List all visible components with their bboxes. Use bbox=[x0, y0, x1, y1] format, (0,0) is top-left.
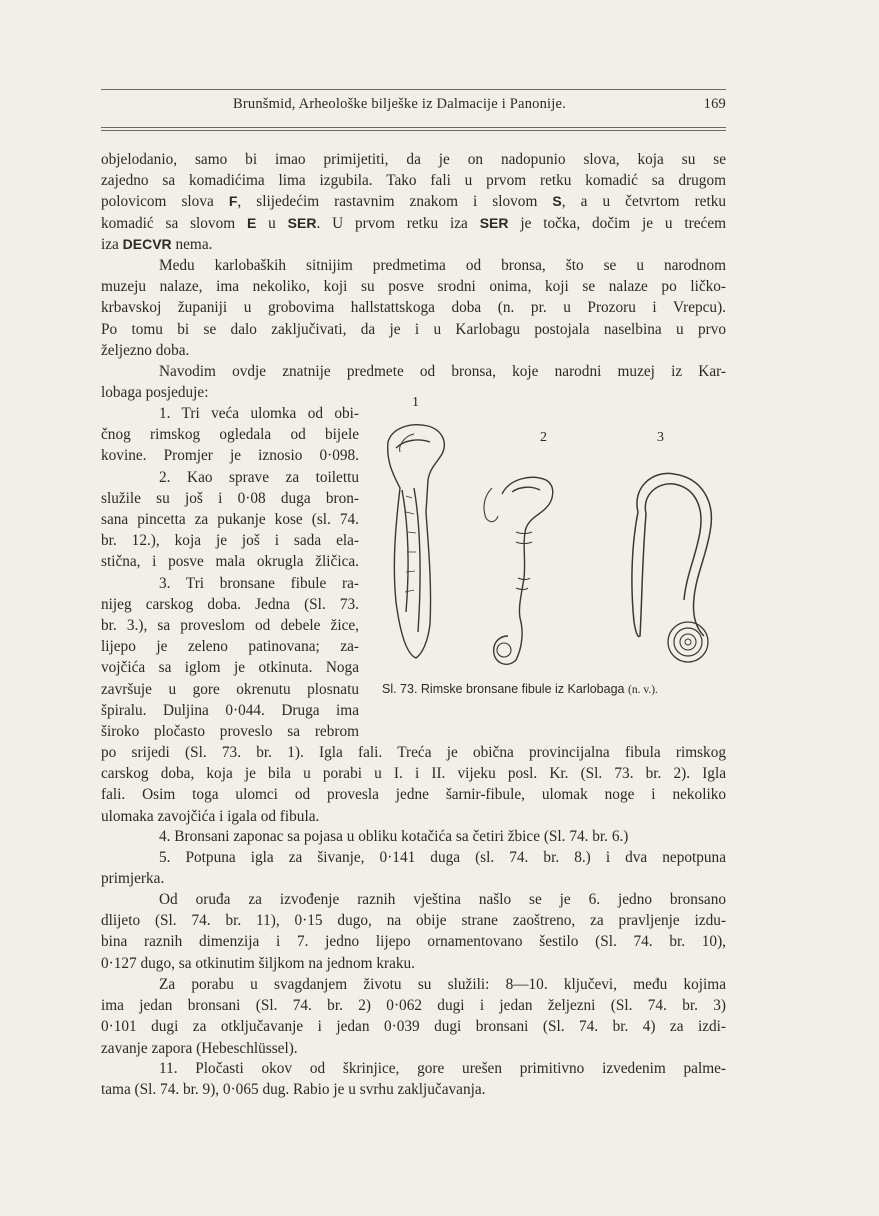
figure-label-3: 3 bbox=[657, 430, 664, 445]
para1-line bbox=[101, 191, 726, 212]
caption-scale: (n. v.). bbox=[627, 684, 658, 696]
para4-line: carskog doba, koja je bila u porabi u I. i II. vijeku posl. Kr. (Sl. 73. br. 2). Igla bbox=[101, 765, 726, 783]
left-column-line: 3. Tri bronsane fibule ra- bbox=[159, 574, 359, 592]
para8-line: Za porabu u svagdanjem životu su služili: 8—10. ključevi, među kojima bbox=[159, 976, 726, 993]
figure-label-1: 1 bbox=[412, 395, 419, 410]
left-column-line: 1. Tri veća ulomka od obi- bbox=[159, 405, 359, 422]
inscription-letters: DECVR bbox=[122, 235, 172, 252]
para3-line: lobaga posjeduje: bbox=[101, 384, 209, 402]
para4-line: fali. Osim toga ulomci od provesla jedne šarnir-fibule, ulomak noge i nekoliko bbox=[101, 786, 726, 804]
inscription-letters: E bbox=[246, 214, 257, 231]
para7-line: bina raznih dimenzija i 7. jedno lijepo ornamentovano šestilo (Sl. 74. br. 10), bbox=[101, 933, 726, 951]
fibulae-drawing bbox=[370, 392, 726, 682]
fibula-1-drawing bbox=[388, 425, 445, 658]
para1-line: zajedno sa komadićima lima izgubila. Tako fali u prvom retku komadić sa drugom bbox=[101, 172, 726, 190]
running-head bbox=[101, 96, 726, 116]
page-number: 169 bbox=[703, 96, 726, 112]
inscription-letters: F bbox=[228, 193, 238, 210]
para6-line: primjerka. bbox=[101, 870, 165, 888]
para4-line: ulomaka zavojčića i igala od fibula. bbox=[101, 807, 320, 825]
fibula-3-drawing bbox=[632, 473, 711, 662]
text-segment: . U prvom retku iza bbox=[316, 214, 480, 232]
left-column-line: služile su još i 0·08 duga bron- bbox=[101, 489, 359, 507]
header-rule-double-1 bbox=[101, 127, 726, 128]
para7-line: dlijeto (Sl. 74. br. 11), 0·15 dugo, na obije strane zaoštreno, za pravljenje izdu- bbox=[101, 912, 726, 930]
left-column-line: čnog rimskog ogledala od bijele bbox=[101, 426, 359, 444]
inscription-letters: S bbox=[552, 193, 562, 210]
left-column-line: nijeg carskog doba. Jedna (Sl. 73. bbox=[101, 595, 359, 613]
para2-line: krbavskoj županiji u grobovima hallstattskoga doba (n. pr. u Prozoru i Vrepcu). bbox=[101, 299, 726, 317]
para1-line bbox=[101, 234, 726, 255]
left-column-line: lijepo je zeleno patinovana; za- bbox=[101, 638, 359, 656]
text-segment: komadić sa slovom bbox=[101, 214, 247, 232]
left-column-line: špiralu. Duljina 0·044. Druga ima bbox=[101, 701, 359, 719]
para6-line: 5. Potpuna igla za šivanje, 0·141 duga (sl. 74. br. 8.) i dva nepotpuna bbox=[159, 849, 726, 866]
para7-line: 0·127 dugo, sa otkinutim šiljkom na jednom kraku. bbox=[101, 954, 415, 972]
para2-line: Medu karlobaških sitnijim predmetima od bronsa, što se u narodnom bbox=[159, 257, 726, 274]
text-segment: je točka, dočim je u trećem bbox=[508, 214, 727, 232]
para7-line: Od oruđa za izvođenje raznih vještina našlo se je 6. jedno bronsano bbox=[159, 891, 726, 908]
inscription-letters: SER bbox=[287, 214, 317, 231]
left-column-line: široko pločasto proveslo sa rebrom bbox=[101, 723, 359, 740]
para1-line bbox=[101, 213, 726, 234]
text-segment: iza bbox=[101, 235, 123, 253]
figure-label-2: 2 bbox=[540, 430, 547, 445]
figure-caption bbox=[382, 682, 726, 696]
left-column-line: kovine. Promjer je iznosio 0·098. bbox=[101, 447, 359, 465]
fibula-2-drawing bbox=[484, 477, 553, 664]
text-segment: polovicom slova bbox=[101, 193, 229, 211]
left-column-line: sana pincetta za pukanje kose (sl. 74. bbox=[101, 511, 359, 528]
text-segment: nema. bbox=[171, 235, 213, 253]
inscription-letters: SER bbox=[479, 214, 509, 231]
header-rule-double-2 bbox=[101, 130, 726, 131]
para8-line: 0·101 dugi za otključavanje i jedan 0·039 dugi bronsani (Sl. 74. br. 4) za izdi- bbox=[101, 1018, 726, 1036]
para2-line: muzeju nalaze, ima nekoliko, koji su posve srodni onima, koji se nalaze po ličko- bbox=[101, 278, 726, 296]
para8-line: ima jedan bronsani (Sl. 74. br. 2) 0·062 dugi i jedan željezni (Sl. 74. br. 3) bbox=[101, 997, 726, 1015]
header-rule-top bbox=[101, 89, 726, 90]
left-column-line: 2. Kao sprave za toilettu bbox=[159, 468, 359, 486]
para1-line: objelodanio, samo bi imao primijetiti, da je on nadopunio slova, koja su se bbox=[101, 151, 726, 168]
para4-line: po srijedi (Sl. 73. br. 1). Igla fali. Treća je obična provincijalna fibula rimskog bbox=[101, 744, 726, 761]
para3-line: Navodim ovdje znatnije predmete od bronsa, koje narodni muzej iz Kar- bbox=[159, 363, 726, 380]
left-column-line: br. 3.), sa proveslom od debele žice, bbox=[101, 617, 359, 634]
text-segment: , slijedećim rastavnim znakom i slovom bbox=[237, 193, 553, 211]
left-column-line: stična, i posve mala okrugla žličica. bbox=[101, 553, 359, 571]
para2-line: Po tomu bi se dalo zaključivati, da je i u Karlobagu postojala naselbina u prvo bbox=[101, 320, 726, 338]
text-segment: u bbox=[256, 214, 288, 232]
para8-line: zavanje zapora (Hebeschlüssel). bbox=[101, 1039, 298, 1057]
left-column-line: br. 12.), koja je još i sada ela- bbox=[101, 532, 359, 550]
left-column-line: završuje u gore okrenutu plosnatu bbox=[101, 680, 359, 698]
running-title: Brunšmid, Arheološke bilješke iz Dalmacije i Panonije. bbox=[233, 96, 566, 112]
caption-text: Sl. 73. Rimske bronsane fibule iz Karlobaga bbox=[382, 682, 625, 696]
text-segment: , a u četvrtom retku bbox=[561, 193, 726, 211]
para9-line: tama (Sl. 74. br. 9), 0·065 dug. Rabio je u svrhu zaključavanja. bbox=[101, 1081, 486, 1099]
para2-line: željezno doba. bbox=[101, 341, 190, 359]
para5-line: 4. Bronsani zaponac sa pojasa u obliku kotačića sa četiri žbice (Sl. 74. br. 6.) bbox=[159, 828, 629, 845]
left-column-line: vojčića sa iglom je otkinuta. Noga bbox=[101, 659, 359, 677]
figure-73 bbox=[370, 392, 726, 704]
para9-line: 11. Pločasti okov od škrinjice, gore urešen primitivno izvedenim palme- bbox=[159, 1060, 726, 1077]
